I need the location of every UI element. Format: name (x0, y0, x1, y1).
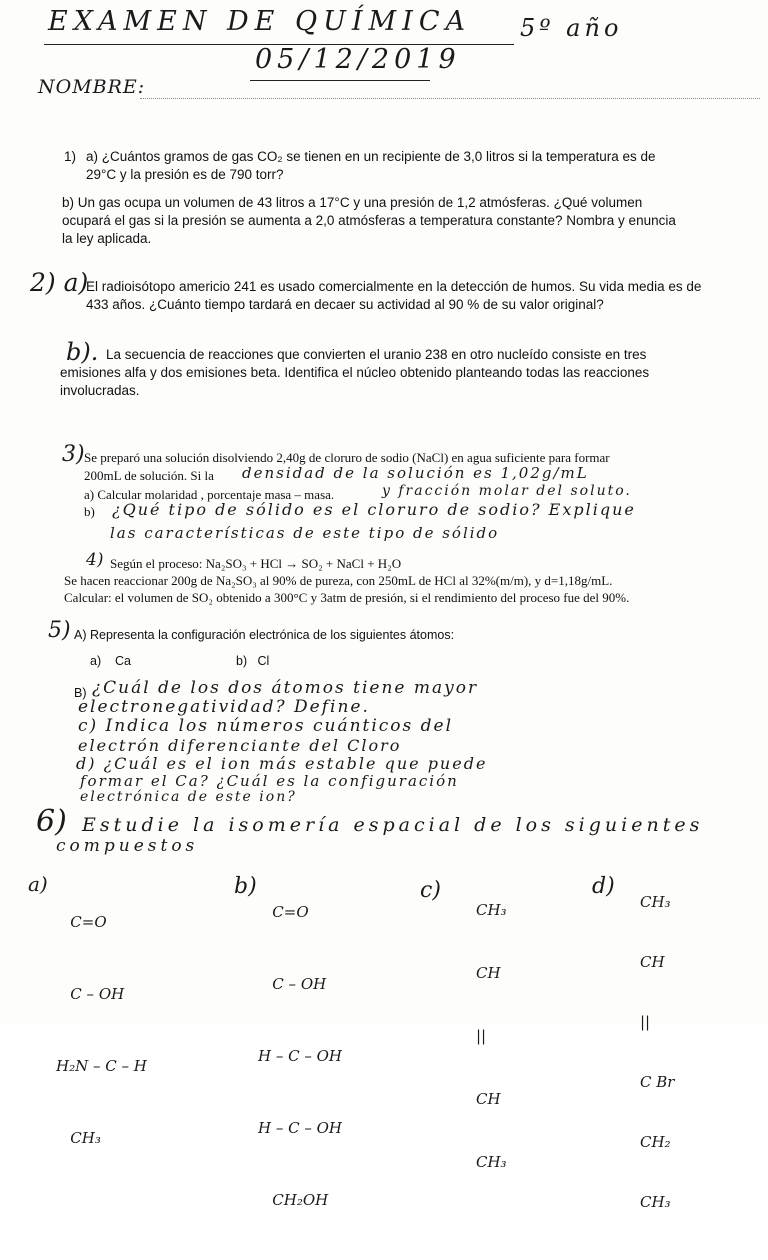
q6-number: 6) (36, 804, 67, 839)
q5-hand-line2: electronegatividad? Define. (78, 697, 370, 717)
structure-c (476, 858, 507, 1215)
structure-b-line3: H – C – OH (258, 1047, 343, 1065)
name-line (140, 98, 760, 99)
q1-number: 1) (64, 149, 77, 164)
structure-d (640, 852, 674, 1252)
structure-b (258, 852, 342, 1260)
q2-a-mark: 2) a) (30, 268, 89, 297)
q5-number: 5) (48, 618, 71, 643)
q3-line1: Se preparó una solución disolviendo 2,40g de cloruro de sodio (NaCl) en agua suficiente para formar (84, 450, 610, 465)
q4-number: 4) (86, 550, 104, 570)
structure-c-line3: || (476, 1027, 487, 1045)
q3-b-hand-line2: las características de este tipo de sólido (110, 524, 500, 542)
q5-a-text: A) Representa la configuración electrónica de los siguientes átomos: (74, 628, 455, 642)
structure-b-line2: C – OH (258, 975, 327, 993)
structure-a-line4: CH₃ (56, 1129, 101, 1147)
q1-b-text: b) Un gas ocupa un volumen de 43 litros a 17°C y una presión de 1,2 atmósferas. ¿Qué volumen ocupará el gas si la presión se aumenta a 2,0 atmósferas a temperatura constante? Nombra y enuncia la ley aplicada. (62, 195, 676, 246)
structure-b-line5: CH₂OH (258, 1191, 329, 1209)
q6-line1: Estudie la isomería espacial de los siguientes (82, 814, 704, 836)
structure-d-line1: CH₃ (640, 893, 671, 911)
name-label: NOMBRE: (38, 76, 146, 98)
structure-c-line5: CH₃ (476, 1153, 507, 1171)
structure-a-line1: C=O (56, 913, 107, 931)
q3-b-label: b) (84, 504, 95, 519)
q3-a-print: a) Calcular molaridad , porcentaje masa – masa. (84, 487, 335, 502)
q4-line1: Según el proceso: Na₂SO₃ + HCl → SO₂ + NaCl + H₂O (110, 556, 402, 571)
q4-line3: Calcular: el volumen de SO₂ obtenido a 300°C y 3atm de presión, si el rendimiento del proceso fue del 90%. (64, 590, 630, 605)
q1-a-text: a) ¿Cuántos gramos de gas CO₂ se tienen en un recipiente de 3,0 litros si la temperatura es de 29°C y la presión es de 790 torr? (86, 149, 656, 182)
q5-hand-line5: d) ¿Cuál es el ion más estable que puede (76, 754, 488, 773)
q5-hand-line4: electrón diferenciante del Cloro (78, 736, 402, 755)
structure-a-line2: C – OH (56, 985, 125, 1003)
structure-d-line6: CH₃ (640, 1193, 671, 1211)
structure-d-line5: CH₂ (640, 1133, 671, 1151)
structure-b-line1: C=O (258, 903, 309, 921)
structure-c-line4: CH (476, 1090, 501, 1108)
structure-a-line3: H₂N – C – H (56, 1057, 147, 1075)
q3-number: 3) (62, 442, 85, 467)
q3-a-hand: y fracción molar del soluto. (382, 483, 632, 499)
q5-atom-cl: b) Cl (236, 654, 270, 668)
structure-c-line2: CH (476, 964, 501, 982)
structure-d-line4: C Br (640, 1073, 675, 1091)
q2-b-text: La secuencia de reacciones que convierten el uranio 238 en otro nucleído consiste en tres emisiones alfa y dos emisiones beta. Identifica el núcleo obtenido planteando todas las reacciones involucradas. (60, 347, 650, 398)
exam-date: 05/12/2019 (255, 44, 461, 75)
q4-line2: Se hacen reaccionar 200g de Na₂SO₃ al 90% de pureza, con 250mL de HCl al 32%(m/m), y d=1,18g/mL. (64, 573, 613, 588)
q5-hand-line1: ¿Cuál de los dos átomos tiene mayor (92, 678, 479, 698)
structure-d-line3: || (640, 1013, 651, 1031)
q5-hand-line7: electrónica de este ion? (80, 789, 297, 805)
exam-title: EXAMEN DE QUÍMICA (48, 6, 471, 37)
q6-line2: compuestos (56, 836, 199, 856)
structure-c-label: c) (420, 878, 441, 903)
q3-b-hand-line1: ¿Qué tipo de sólido es el cloruro de sodio? Explique (112, 500, 636, 519)
structure-c-line1: CH₃ (476, 901, 507, 919)
q2-a-text: El radioisótopo americio 241 es usado comercialmente en la detección de humos. Su vida media es de 433 años. ¿Cuánto tiempo tardará en decaer su actividad al 90 % de su valor original? (86, 279, 702, 312)
structure-b-line4: H – C – OH (258, 1119, 343, 1137)
structure-a (56, 862, 147, 1198)
q5-atom-ca: a) Ca (90, 654, 131, 668)
grade-label: 5º año (520, 14, 623, 42)
structure-a-label: a) (28, 872, 48, 896)
date-underline (250, 80, 430, 81)
q5-b-label: B) (74, 686, 87, 700)
structure-d-label: d) (592, 874, 615, 899)
q2-b-mark: b). (66, 338, 99, 366)
q3-line2-print: 200mL de solución. Si la (84, 468, 214, 483)
q5-hand-line3: c) Indica los números cuánticos del (78, 716, 454, 736)
structure-b-label: b) (234, 874, 257, 899)
q5-hand-line6: formar el Ca? ¿Cuál es la configuración (80, 772, 459, 790)
q3-line2-hand: densidad de la solución es 1,02g/mL (242, 464, 589, 482)
structure-d-line2: CH (640, 953, 665, 971)
